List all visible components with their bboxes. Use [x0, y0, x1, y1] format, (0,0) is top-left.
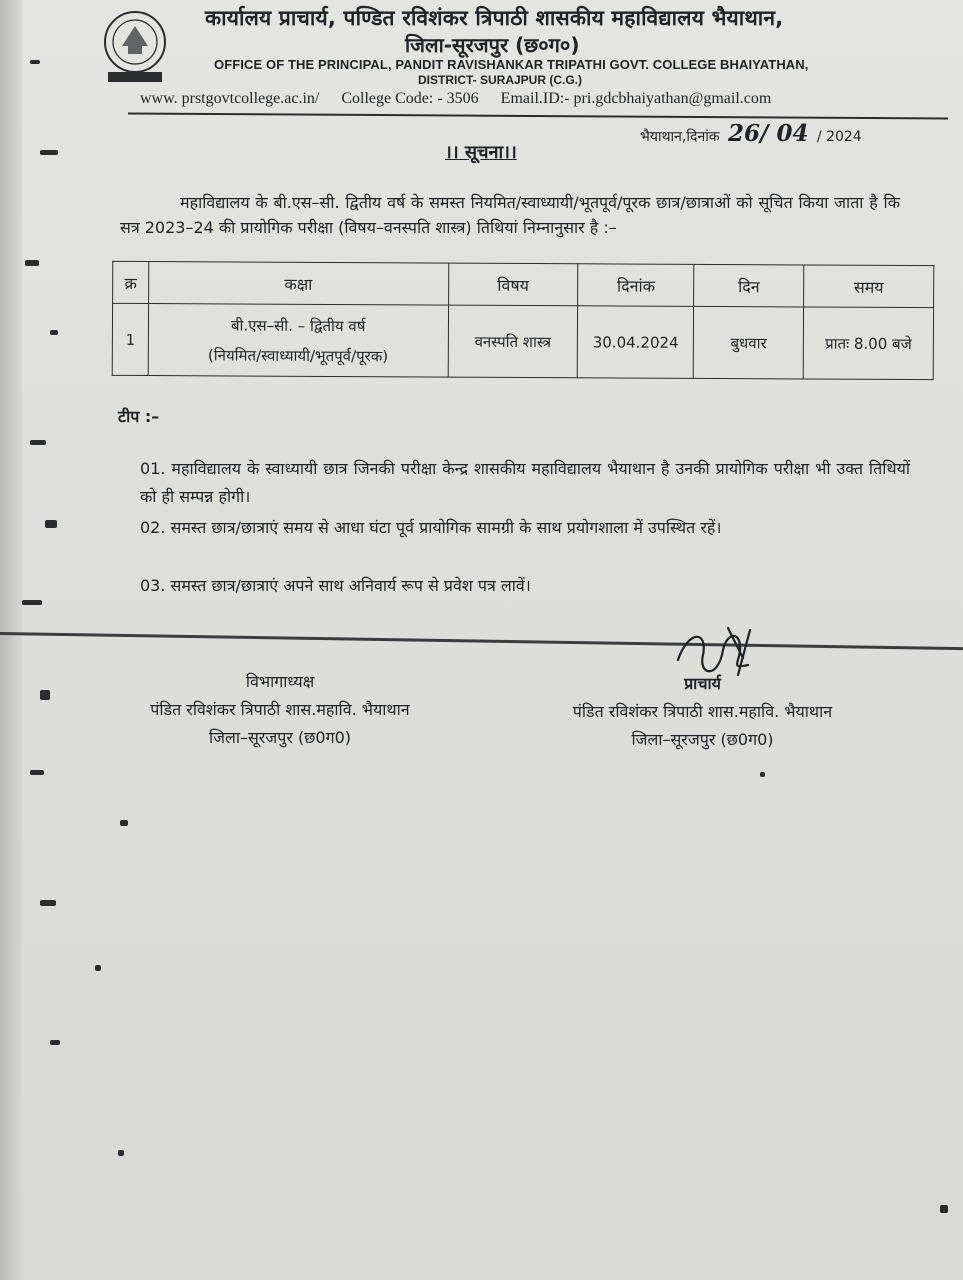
principal-signature-block: [520, 670, 885, 754]
scan-speck: [22, 600, 42, 605]
scan-speck: [118, 1150, 124, 1156]
header-date: दिनांक: [578, 264, 694, 307]
header-district-hindi: जिला-सूरजपुर (छ०ग०): [405, 33, 580, 57]
principal-college: पंडित रविशंकर त्रिपाठी शास.महावि. भैयाथान: [572, 702, 833, 721]
college-code: College Code: - 3506: [341, 90, 479, 107]
header-sno: क्र: [113, 261, 149, 303]
cell-subject: वनस्पति शास्त्र: [448, 305, 578, 378]
note-item: 02. समस्त छात्र/छात्राएं समय से आधा घंटा पूर्व प्रायोगिक सामग्री के साथ प्रयोगशाला में उपस्थित रहें।: [140, 518, 722, 537]
scan-speck: [40, 150, 58, 155]
header-subject: विषय: [448, 263, 578, 306]
principal-district: जिला–सूरजपुर (छ0ग0): [631, 730, 774, 749]
date-handwritten: 26/ 04: [728, 120, 809, 147]
scan-speck: [120, 820, 128, 826]
email-link[interactable]: Email.ID:- pri.gdcbhaiyathan@gmail.com: [500, 90, 772, 107]
date-label: भैयाथान,दिनांक: [640, 129, 720, 145]
scan-edge: [0, 0, 22, 1280]
note-item: 01. महाविद्यालय के स्वाध्यायी छात्र जिनकी परीक्षा केन्द्र शासकीय महाविद्यालय भैयाथान है उनकी प्रायोगिक परीक्षा भी उक्त तिथियों को ही सम्पन्न होगी।: [140, 459, 910, 506]
notes-label: टीप :–: [118, 407, 160, 426]
cell-day: बुधवार: [693, 306, 803, 379]
header-day: दिन: [694, 264, 804, 307]
scan-speck: [30, 770, 44, 775]
hod-college: पंडित रविशंकर त्रिपाठी शास.महावि. भैयाथान: [150, 700, 410, 719]
cell-class-line2: (नियमित/स्वाध्यायी/भूतपूर्व/पूरक): [207, 345, 389, 365]
header-class: कक्षा: [149, 262, 449, 306]
date-year: / 2024: [816, 129, 862, 145]
college-logo-icon: [100, 6, 170, 86]
cell-time: प्रातः 8.00 बजे: [803, 307, 933, 380]
cell-sno: 1: [112, 303, 148, 375]
scan-speck: [30, 440, 46, 445]
scan-speck: [45, 520, 57, 528]
scan-speck: [30, 60, 40, 64]
date-line: [640, 120, 862, 147]
header-title-english: OFFICE OF THE PRINCIPAL, PANDIT RAVISHANKAR TRIPATHI GOVT. COLLEGE BHAIYATHAN,: [214, 57, 809, 72]
scan-speck: [50, 1040, 60, 1045]
notice-title: ।। सूचना।।: [445, 142, 517, 163]
cell-class: [148, 304, 448, 378]
scan-artifact-line: [0, 632, 963, 650]
principal-title: प्राचार्य: [684, 674, 721, 693]
hod-district: जिला–सूरजपुर (छ0ग0): [208, 728, 352, 747]
header-title-hindi: कार्यालय प्राचार्य, पण्डित रविशंकर त्रिपाठी शासकीय महाविद्यालय भैयाथान,: [205, 6, 784, 30]
scan-speck: [40, 690, 50, 700]
notice-intro: महाविद्यालय के बी.एस–सी. द्वितीय वर्ष के समस्त नियमित/स्वाध्यायी/भूतपूर्व/पूरक छात्र/छात्राओं को सूचित किया जाता है कि सत्र 2023–24 की प्रायोगिक परीक्षा (विषय–वनस्पति शास्त्र) तिथियां निम्नानुसार है :–: [120, 193, 900, 237]
scan-speck: [25, 260, 39, 266]
scan-speck: [40, 900, 56, 906]
scan-speck: [940, 1205, 948, 1213]
cell-date: 30.04.2024: [578, 306, 694, 379]
scan-speck: [50, 330, 58, 335]
cell-class-line1: बी.एस–सी. – द्वितीय वर्ष: [230, 315, 366, 335]
header-divider: [128, 112, 948, 119]
header-contact: [140, 90, 900, 108]
hod-signature-block: [105, 668, 455, 752]
scan-speck: [95, 965, 101, 971]
website-link[interactable]: www. prstgovtcollege.ac.in/: [140, 90, 320, 107]
header-district-english: DISTRICT- SURAJPUR (C.G.): [418, 73, 583, 87]
table-row: [112, 303, 933, 379]
header-time: समय: [804, 265, 934, 308]
note-item: 03. समस्त छात्र/छात्राएं अपने साथ अनिवार्य रूप से प्रवेश पत्र लावें।: [140, 576, 531, 595]
table-header-row: [113, 261, 934, 307]
hod-title: विभागाध्यक्ष: [245, 672, 315, 691]
exam-schedule-table: [112, 261, 935, 380]
scan-speck: [760, 772, 765, 777]
